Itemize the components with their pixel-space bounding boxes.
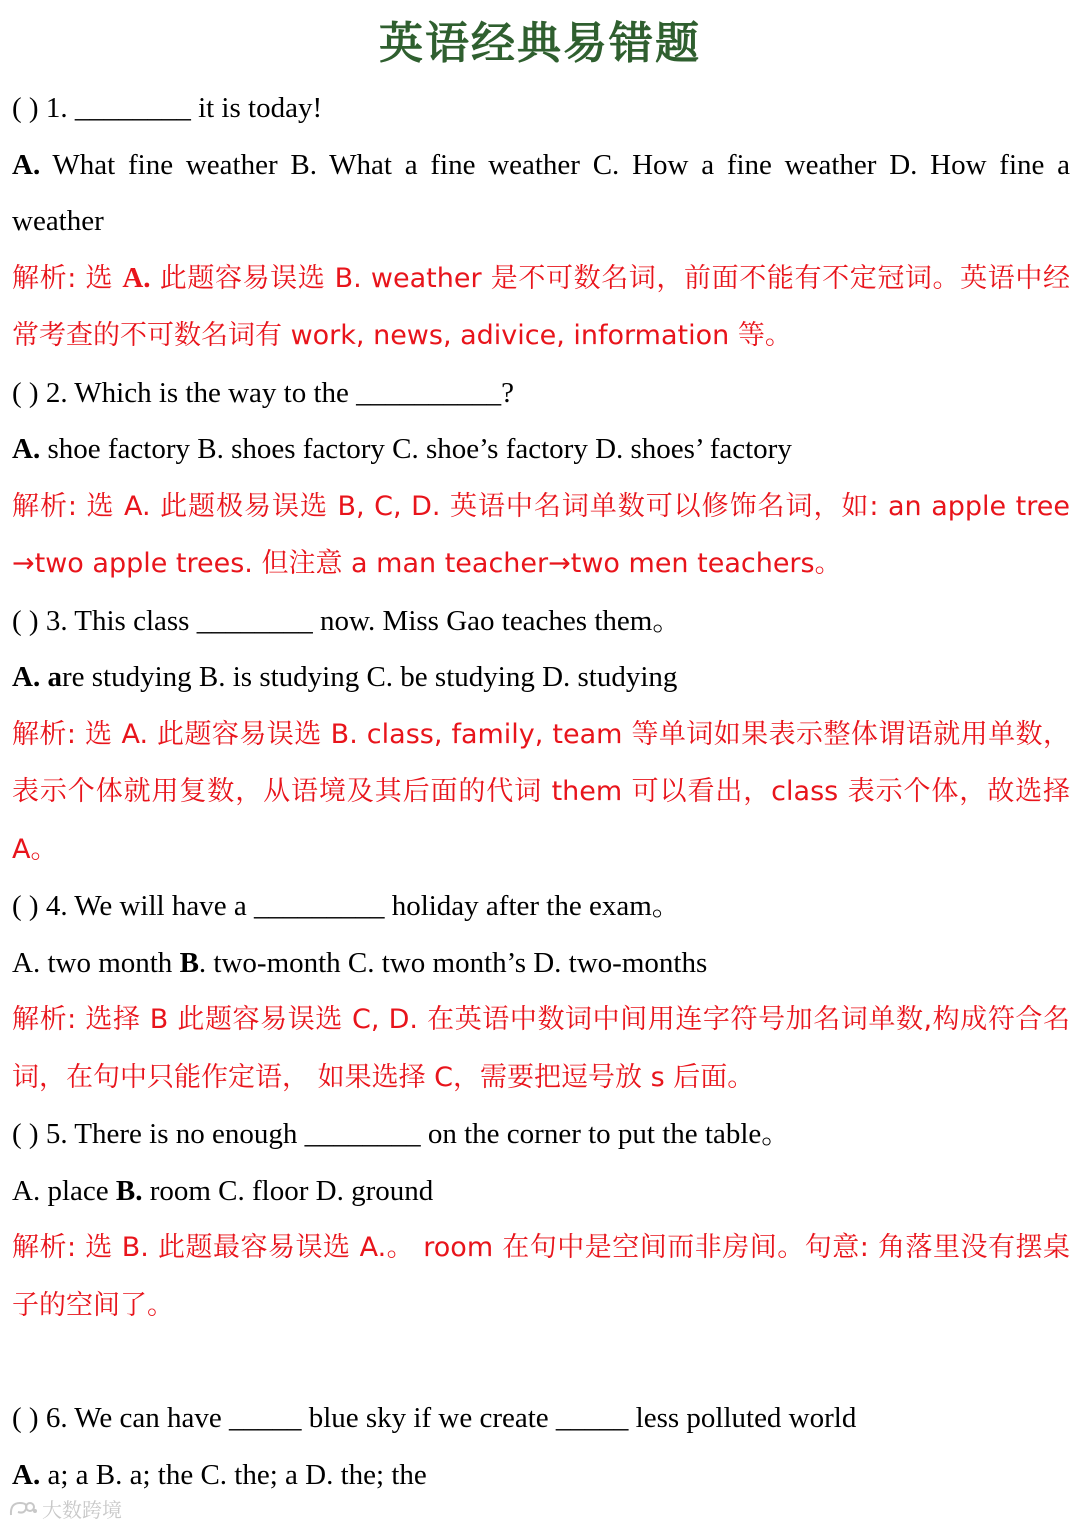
analysis-text: 解析: 选 — [12, 262, 123, 294]
options-text: . two-month C. two month’s D. two-months — [198, 946, 708, 979]
spacer — [12, 1334, 1070, 1390]
options-text: re studying B. is studying C. be studying D. studying — [61, 661, 678, 693]
option-b-label: B. — [115, 1174, 143, 1207]
question-3-options — [12, 649, 1070, 706]
question-5-analysis — [12, 1219, 1070, 1334]
option-a-label: A. — [12, 1458, 41, 1491]
question-1-stem: ( ) 1. ________ it is today! — [12, 92, 323, 124]
question-6-stem: ( ) 6. We can have _____ blue sky if we create _____ less polluted world — [12, 1402, 857, 1434]
option-a-label: A. — [12, 148, 41, 181]
option-a-bold-letter: a — [40, 661, 62, 693]
question-3-stem: ( ) 3. This class ________ now. Miss Gao teaches them。 — [12, 604, 682, 637]
options-text: A. place — [12, 1174, 116, 1207]
question-6-options — [12, 1447, 1070, 1504]
analysis-text: 此题容易误选 B. weather 是不可数名词，前面不能有不定冠词。英语中经常考查的不可数名词有 work, news, adivice, information 等。 — [12, 262, 1070, 351]
options-text: a; a B. a; the C. the; a D. the; the — [40, 1458, 427, 1491]
analysis-text: 解析: 选择 B 此题容易误选 C, D. 在英语中数词中间用连字符号加名词单数,构成符合名词，在句中只能作定语， 如果选择 C，需要把逗号放 s 后面。 — [12, 1004, 1070, 1093]
page-title: 英语经典易错题 — [379, 18, 701, 69]
answer-label: A. — [122, 261, 151, 294]
option-b-label: B — [179, 946, 199, 979]
analysis-text: 解析: 选 B. 此题最容易误选 A.。 room 在句中是空间而非房间。句意: 角落里没有摆桌子的空间了。 — [12, 1232, 1070, 1321]
question-2-options — [12, 421, 1070, 478]
option-a-label: A. — [12, 661, 41, 693]
question-2-stem: ( ) 2. Which is the way to the __________? — [12, 376, 515, 409]
question-5-options — [12, 1163, 1070, 1220]
analysis-text: 解析: 选 A. 此题极易误选 B, C, D. 英语中名词单数可以修饰名词，如: an apple tree →two apple trees. 但注意 a man teacher→two men teachers。 — [12, 490, 1070, 579]
watermark-text: 大数跨境 — [42, 1498, 122, 1522]
options-text: What fine weather B. What a fine weather C. How a fine weather D. How fine a weather — [12, 148, 1070, 237]
question-list — [0, 80, 1080, 1503]
question-1-options — [12, 137, 1070, 250]
watermark-logo-icon — [8, 1499, 38, 1519]
question-4-options — [12, 935, 1070, 992]
watermark — [8, 1494, 122, 1523]
options-text: shoe factory B. shoes factory C. shoe’s factory D. shoes’ factory — [40, 433, 792, 465]
options-text: room C. floor D. ground — [142, 1174, 434, 1207]
options-text: A. two month — [12, 946, 180, 979]
option-a-label: A. — [12, 433, 41, 465]
analysis-text: 解析: 选 A. 此题容易误选 B. class, family, team 等单词如果表示整体谓语就用单数，表示个体就用复数，从语境及其后面的代词 them 可以看出，class 表示个体，故选择 A。 — [12, 718, 1070, 865]
question-5-stem: ( ) 5. There is no enough ________ on the corner to put the table。 — [12, 1118, 791, 1150]
question-1-analysis — [12, 250, 1070, 365]
question-4-stem: ( ) 4. We will have a _________ holiday after the exam。 — [12, 890, 681, 922]
question-4-analysis — [12, 991, 1070, 1106]
question-2-analysis — [12, 478, 1070, 593]
question-3-analysis — [12, 706, 1070, 879]
